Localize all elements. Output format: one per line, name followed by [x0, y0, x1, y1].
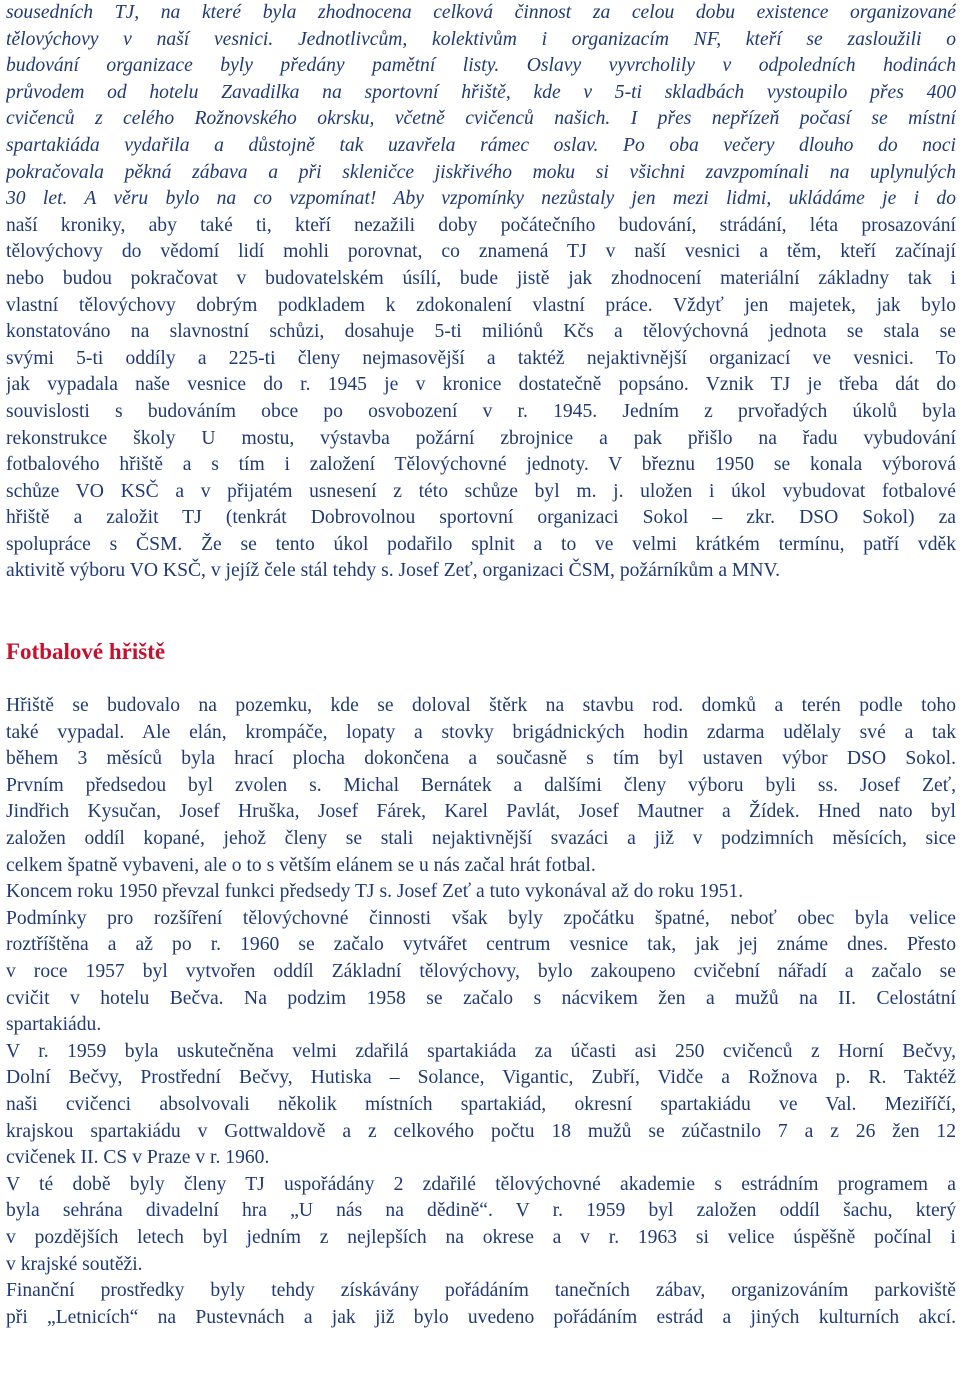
text-line: schůze VO KSČ a v přijatém usnesení z této schůze byl m. j. uložen i úkol vybudovat fotbalové	[6, 480, 956, 502]
text-line: konstatováno na slavnostní schůzi, dosahuje 5-ti miliónů Kčs a tělovýchovná jednota se stala se	[6, 321, 956, 343]
text-line: v pozdějších letech byl jedním z nejlepších na okrese a v r. 1963 si velice úspěšně počínal i	[6, 1226, 956, 1248]
text-line: souvislosti s budováním obce po osvobození v r. 1945. Jedním z prvořadých úkolů byla	[6, 400, 956, 422]
text-line: cvičenců z celého Rožnovského okrsku, včetně cvičenců našich. I přes nepřízeň počasí se místní	[6, 108, 956, 130]
text-line: průvodem od hotelu Zavadilka na sportovní hřiště, kde v 5-ti skladbách vystoupilo přes 400	[6, 81, 956, 103]
text-line: během 3 měsíců byla hrací plocha dokončena a současně s tím byl ustaven výbor DSO Sokol.	[6, 748, 956, 770]
text-line: hřiště a založit TJ (tenkrát Dobrovolnou sportovní organizaci Sokol – zkr. DSO Sokol) za	[6, 507, 956, 529]
text-line: naší kroniky, aby také ti, kteří nezažili doby počátečního budování, strádání, léta prosazování	[6, 214, 956, 236]
text-line: tělovýchovy v naší vesnici. Jednotlivcům, kolektivům i organizacím NF, kteří se zasloužili o	[6, 28, 956, 50]
spacer	[6, 611, 956, 629]
text-line: fotbalového hřiště a s tím i založení Tělovýchovné jednoty. V březnu 1950 se konala výborová	[6, 454, 956, 476]
text-line: Podmínky pro rozšíření tělovýchovné činnosti však byly zpočátku špatné, neboť obec byla velice	[6, 907, 956, 929]
text-line: roztříštěna a až po r. 1960 se začalo vytvářet centrum vesnice tak, jak jej známe dnes. Přesto	[6, 934, 956, 956]
text-line: v roce 1957 byl vytvořen oddíl Základní tělovýchovy, bylo zakoupeno cvičební nářadí a začalo se	[6, 961, 956, 982]
text-line: jak vypadala naše vesnice do r. 1945 je v kronice dostatečně popsáno. Vznik TJ je třeba dát do	[6, 374, 956, 396]
section-heading-football-field: Fotbalové hřiště	[6, 639, 166, 665]
text-line: svými 5-ti oddíly a 225-ti členy nejmasovější a taktéž nejaktivnější organizací ve vesnici. To	[6, 347, 956, 369]
text-line: spartakiádu.	[6, 1014, 102, 1036]
text-line: cvičenek II. CS v Praze v r. 1960.	[6, 1147, 270, 1169]
text-line: spartakiáda vydařila a důstojně tak uzavřela rámec oslav. Po oba večery dlouho do noci	[6, 134, 956, 156]
document-page	[6, 0, 956, 1331]
text-line: celkem špatně vybaveni, ale o to s větším elánem se u nás začal hrát fotbal.	[6, 854, 596, 876]
text-line: pokračovala pěkná zábava a při skleničce jiskřivého moku si všichni zavzpomínali na uplynulých	[6, 161, 956, 183]
text-line: Hřiště se budovalo na pozemku, kde se doloval štěrk na stavbu rod. domků a terén podle toho	[6, 695, 956, 717]
spacer	[6, 585, 956, 611]
text-line: Jindřich Kysučan, Josef Hruška, Josef Fárek, Karel Pavlát, Josef Mautner a Žídek. Hned nato byl	[6, 801, 956, 823]
text-line: také vypadal. Ale elán, krompáče, lopaty a stovky brigádnických hodin zdarma udělaly své a tak	[6, 721, 956, 743]
text-line: Dolní Bečvy, Prostřední Bečvy, Hutiska – Solance, Vigantic, Zubří, Vidče a Rožnova p. R. Taktéž	[6, 1067, 956, 1089]
text-line: sousedních TJ, na které byla zhodnocena celková činnost za celou dobu existence organizované	[6, 2, 956, 23]
spacer	[6, 675, 956, 693]
text-line: v krajské soutěži.	[6, 1253, 143, 1275]
text-line: aktivitě výboru VO KSČ, v jejíž čele stál tehdy s. Josef Zeť, organizaci ČSM, požárníkům a MNV.	[6, 560, 781, 582]
chronicle-section-football-field	[6, 693, 956, 1331]
text-line: 30 let. A věru bylo na co vzpomínat! Aby vzpomínky nezůstaly jen mezi lidmi, ukládáme je i do	[6, 188, 956, 210]
text-line: Prvním předsedou byl zvolen s. Michal Bernátek a dalšími členy výboru byli ss. Josef Zeť,	[6, 774, 956, 796]
text-line: při „Letnicích“ na Pustevnách a jak již bylo uvedeno pořádáním estrád a jiných kulturních akcí.	[6, 1306, 956, 1328]
text-line: byla sehrána divadelní hra „U nás na dědině“. V r. 1959 byl založen oddíl šachu, který	[6, 1200, 956, 1222]
text-line: tělovýchovy do vědomí lidí mohli porovnat, co znamená TJ v naší vesnici a těm, kteří začínají	[6, 241, 956, 263]
text-line: rekonstrukce školy U mostu, výstavba požární zbrojnice a pak přišlo na řadu vybudování	[6, 427, 956, 449]
text-line: založen oddíl kopané, jehož členy se stali nejaktivnější svazáci a již v podzimních měsících, sice	[6, 828, 956, 850]
text-line: cvičit v hotelu Bečva. Na podzim 1958 se začalo s nácvikem žen a mužů na II. Celostátní	[6, 987, 956, 1009]
chronicle-section-intro	[6, 0, 956, 585]
text-line: V r. 1959 byla uskutečněna velmi zdařilá spartakiáda za účasti asi 250 cvičenců z Horní Bečvy,	[6, 1040, 956, 1062]
text-line: nebo budou pokračovat v budovatelském úsílí, bude jistě jak zhodnocení materiální základny tak i	[6, 267, 956, 289]
text-line: budování organizace byly předány pamětní listy. Oslavy vyvrcholily v odpoledních hodinách	[6, 55, 956, 77]
text-line: vlastní tělovýchovy dobrým podkladem k zdokonalení vlastní práce. Vždyť jen majetek, jak bylo	[6, 294, 956, 316]
text-line: naši cvičenci absolvovali několik místních spartakiád, okresní spartakiádu ve Val. Meziříčí,	[6, 1093, 956, 1115]
text-line: Koncem roku 1950 převzal funkci předsedy TJ s. Josef Zeť a tuto vykonával až do roku 1951.	[6, 881, 744, 903]
text-line: Finanční prostředky byly tehdy získávány pořádáním tanečních zábav, organizováním parkoviště	[6, 1280, 956, 1302]
text-line: spolupráce s ČSM. Že se tento úkol podařilo splnit a to ve velmi krátkém termínu, patří vděk	[6, 533, 956, 555]
text-line: V té době byly členy TJ uspořádány 2 zdařilé tělovýchovné akademie s estrádním programem a	[6, 1173, 956, 1195]
text-line: krajskou spartakiádu v Gottwaldově a z celkového počtu 18 mužů se zúčastnilo 7 a z 26 žen 12	[6, 1120, 956, 1142]
